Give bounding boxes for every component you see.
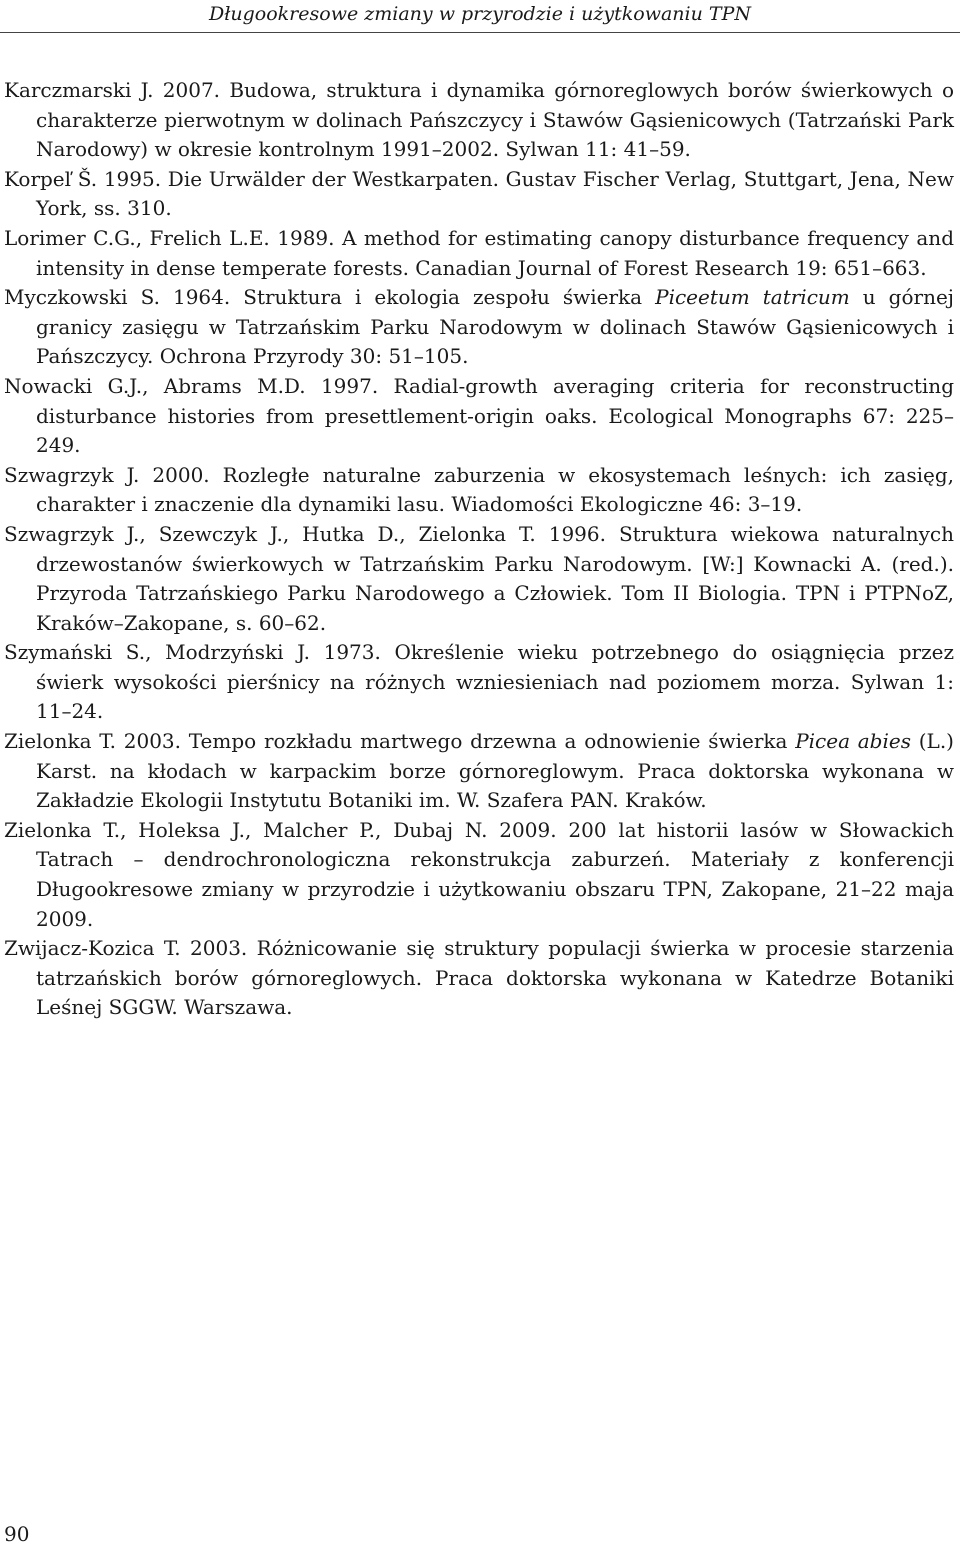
reference-text: Lorimer C.G., Frelich L.E. 1989. A method for estimating canopy disturbance frequency and intensity in dense temperate forests. Canadian Journal of Forest Research 19: 651–663.: [4, 225, 954, 280]
reference-entry: [4, 224, 954, 283]
reference-list: [4, 76, 954, 1023]
reference-entry: [4, 638, 954, 727]
running-header: [0, 0, 960, 33]
page-number: 90: [4, 1522, 30, 1546]
reference-text: Zielonka T., Holeksa J., Malcher P., Dubaj N. 2009. 200 lat historii lasów w Słowackich Tatrach – dendrochronologiczna rekonstrukcja zaburzeń. Materiały z konferencji Długookresowe zmiany w przyrodzie i użytkowaniu obszaru TPN, Zakopane, 21–22 maja 2009.: [4, 817, 954, 931]
reference-entry: [4, 816, 954, 934]
reference-entry: [4, 165, 954, 224]
reference-text: (L.) Karst. na kłodach w karpackim borze górnoreglowym. Praca doktorska wykonana w Zakładzie Ekologii Instytutu Botaniki im. W. Szafera PAN. Kraków.: [36, 729, 954, 813]
reference-entry: [4, 372, 954, 461]
reference-entry: [4, 727, 954, 816]
reference-entry: [4, 76, 954, 165]
reference-entry: [4, 520, 954, 638]
reference-text: Szwagrzyk J. 2000. Rozległe naturalne zaburzenia w ekosystemach leśnych: ich zasięg, charakter i znaczenie dla dynamiki lasu. Wiadomości Ekologiczne 46: 3–19.: [4, 462, 954, 517]
reference-italic-text: Piceetum tatricum: [655, 285, 850, 310]
reference-text: Szwagrzyk J., Szewczyk J., Hutka D., Zielonka T. 1996. Struktura wiekowa naturalnych drzewostanów świerkowych w Tatrzańskim Parku Narodowym. [W:] Kownacki A. (red.). Przyroda Tatrzańskiego Parku Narodowego a Człowiek. Tom II Biologia. TPN i PTPNoZ, Kraków–Zakopane, s. 60–62.: [4, 521, 954, 635]
running-title: Długookresowe zmiany w przyrodzie i użytkowaniu TPN: [209, 3, 751, 25]
reference-text: u górnej granicy zasięgu w Tatrzańskim Parku Narodowym w dolinach Stawów Gąsienicowych i Pańszczycy. Ochrona Przyrody 30: 51–105.: [36, 285, 955, 369]
reference-text: Szymański S., Modrzyński J. 1973. Określenie wieku potrzebnego do osiągnięcia przez świerk wysokości pierśnicy na różnych wzniesieniach nad poziomem morza. Sylwan 1: 11–24.: [4, 640, 954, 724]
reference-text: Zielonka T. 2003. Tempo rozkładu martwego drzewna a odnowienie świerka: [4, 729, 796, 754]
reference-entry: [4, 461, 954, 520]
reference-text: Karczmarski J. 2007. Budowa, struktura i dynamika górnoreglowych borów świerkowych o charakterze pierwotnym w dolinach Pańszczycy i Stawów Gąsienicowych (Tatrzański Park Narodowy) w okresie kontrolnym 1991–2002. Sylwan 11: 41–59.: [4, 78, 954, 162]
reference-entry: [4, 283, 954, 372]
reference-text: Nowacki G.J., Abrams M.D. 1997. Radial-growth averaging criteria for reconstructing disturbance histories from presettlement-origin oaks. Ecological Monographs 67: 225–249.: [4, 373, 954, 458]
reference-text: Zwijacz-Kozica T. 2003. Różnicowanie się struktury populacji świerka w procesie starzenia tatrzańskich borów górnoreglowych. Praca doktorska wykonana w Katedrze Botaniki Leśnej SGGW. Warszawa.: [4, 936, 954, 1020]
reference-entry: [4, 934, 954, 1023]
reference-text: Korpeľ Š. 1995. Die Urwälder der Westkarpaten. Gustav Fischer Verlag, Stuttgart, Jena, New York, ss. 310.: [4, 166, 954, 221]
reference-text: Myczkowski S. 1964. Struktura i ekologia zespołu świerka: [4, 285, 656, 310]
reference-italic-text: Picea abies: [795, 729, 911, 754]
